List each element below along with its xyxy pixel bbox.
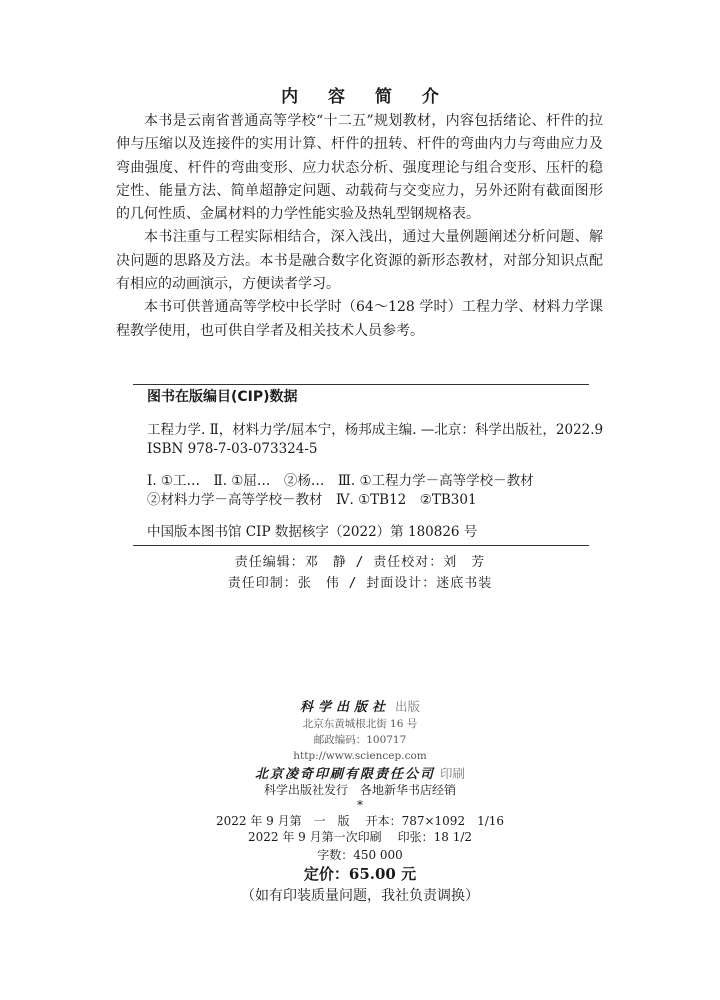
cip-bottom-rule [133,545,589,546]
distribution-line: 科学出版社发行 各地新华书店经销 [263,783,456,797]
publisher-url: http://www.sciencep.com [293,750,427,762]
edition-info: 2022 年 9 月第 一 版 [215,814,350,828]
summary-paragraph: 本书可供普通高等学校中长学时（64～128 学时）工程力学、材料力学课程教学使用，也可供自学者及相关技术人员参考。 [116,299,603,339]
publisher-address: 北京东黄城根北街 16 号 [302,718,418,730]
format-info: 开本：787×1092 1/16 [365,814,505,828]
word-count: 字数：450 000 [317,848,403,862]
publisher-role: 出版 [395,699,421,714]
page-title: 内 容 简 介 [281,87,451,107]
printer-role: 印刷 [440,766,466,781]
separator-star: * [357,798,363,812]
cip-classification: ②材料力学－高等学校－教材 Ⅳ. ①TB12 ②TB301 [147,492,477,508]
cip-isbn: ISBN 978-7-03-073324-5 [147,441,318,457]
publisher-name: 科学出版社 [299,700,390,715]
credits-printing: 责任印制：张 伟 / 封面设计：迷底书装 [227,576,493,591]
credits-editor: 责任编辑：邓 静 / 责任校对：刘 芳 [234,555,486,570]
printing-info: 2022 年 9 月第一次印刷 [247,830,382,844]
summary-text [116,110,603,343]
quality-note: （如有印装质量问题，我社负责调换） [241,888,479,904]
printing-line [0,829,720,845]
printer-line [0,765,720,783]
sheets-info: 印张：18 1/2 [397,830,473,844]
price: 定价：65.00 元 [303,865,417,883]
printer-name: 北京凌奇印刷有限责任公司 [254,767,435,782]
edition-line [0,813,720,829]
cip-record-number: 中国版本图书馆 CIP 数据核字（2022）第 180826 号 [147,524,478,540]
cip-catalog-line: 工程力学. Ⅱ，材料力学/屈本宁，杨邦成主编. —北京：科学出版社，2022.9 [147,422,604,438]
publisher-line [0,698,720,716]
publisher-postcode: 邮政编码：100717 [313,734,407,746]
summary-paragraph: 本书注重与工程实际相结合，深入浅出，通过大量例题阐述分析问题、解决问题的思路及方法。本书是融合数字化资源的新形态教材，对部分知识点配有相应的动画演示，方便读者学习。 [116,229,603,293]
cip-classification: Ⅰ. ①工… Ⅱ. ①屈… ②杨… Ⅲ. ①工程力学－高等学校－教材 [147,473,534,489]
cip-top-rule [133,384,589,385]
summary-paragraph: 本书是云南省普通高等学校“十二五”规划教材，内容包括绪论、杆件的拉伸与压缩以及连接件的实用计算、杆件的扭转、杆件的弯曲内力与弯曲应力及弯曲强度、杆件的弯曲变形、应力状态分析、强度理论与组合变形、压杆的稳定性、能量方法、简单超静定问题、动载荷与交变应力，另外还附有截面图形的几何性质、金属材料的力学性能实验及热轧型钢规格表。 [116,113,603,223]
cip-heading: 图书在版编目(CIP)数据 [147,389,298,405]
